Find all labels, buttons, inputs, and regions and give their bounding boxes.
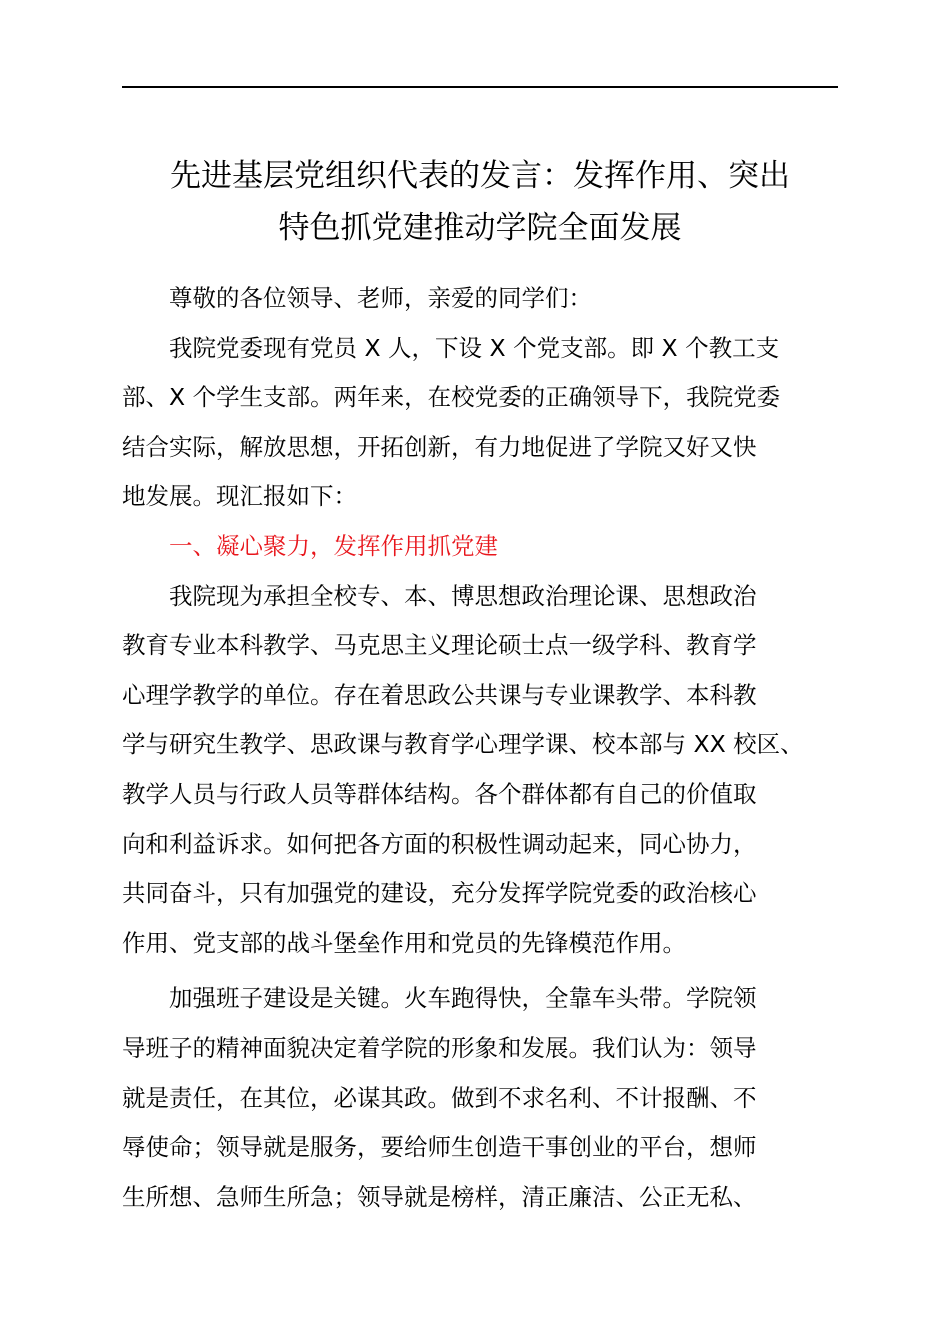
greeting-line: 尊敬的各位领导、老师，亲爱的同学们：: [169, 284, 592, 312]
greeting: [122, 274, 838, 324]
intro-line: 地发展。现汇报如下：: [122, 482, 357, 511]
paragraph-line: 我院现为承担全校专、本、博思想政治理论课、思想政治: [169, 581, 757, 610]
paragraph-line: 学与研究生教学、思政课与教育学心理学课、校本部与 XX 校区、: [122, 730, 804, 759]
paragraph-2-continuation: [122, 1024, 838, 1222]
document-body: [122, 274, 838, 1222]
intro-paragraph: [122, 324, 838, 374]
paragraph-line: 生所想、急师生所急；领导就是榜样，清正廉洁、公正无私、: [122, 1182, 757, 1211]
document-title: [122, 150, 838, 254]
intro-line: 部、X 个学生支部。两年来，在校党委的正确领导下，我院党委: [122, 383, 781, 412]
paragraph-line: 就是责任，在其位，必谋其政。做到不求名利、不计报酬、不: [122, 1083, 757, 1112]
paragraph-line: 教育专业本科教学、马克思主义理论硕士点一级学科、教育学: [122, 631, 757, 660]
intro-line: 结合实际，解放思想，开拓创新，有力地促进了学院又好又快: [122, 432, 757, 461]
paragraph-1-continuation: [122, 621, 838, 968]
intro-continuation: [122, 373, 838, 522]
paragraph-line: 心理学教学的单位。存在着思政公共课与专业课教学、本科教: [122, 680, 757, 709]
title-line-2: 特色抓党建推动学院全面发展: [278, 210, 682, 246]
paragraph-line: 教学人员与行政人员等群体结构。各个群体都有自己的价值取: [122, 779, 757, 808]
section-heading-text: 一、凝心聚力，发挥作用抓党建: [169, 531, 498, 560]
paragraph-1: [122, 572, 838, 622]
paragraph-2: [122, 974, 838, 1024]
paragraph-line: 向和利益诉求。如何把各方面的积极性调动起来，同心协力，: [122, 829, 757, 858]
paragraph-line: 辱使命；领导就是服务，要给师生创造干事创业的平台，想师: [122, 1133, 757, 1162]
title-line-1: 先进基层党组织代表的发言：发挥作用、突出: [170, 158, 790, 194]
paragraph-line: 导班子的精神面貌决定着学院的形象和发展。我们认为：领导: [122, 1033, 757, 1062]
header-rule: [122, 86, 838, 88]
paragraph-line: 共同奋斗，只有加强党的建设，充分发挥学院党委的政治核心: [122, 879, 757, 908]
paragraph-line: 加强班子建设是关键。火车跑得快，全靠车头带。学院领: [169, 984, 757, 1013]
section-heading: [122, 522, 838, 572]
paragraph-line: 作用、党支部的战斗堡垒作用和党员的先锋模范作用。: [122, 928, 686, 957]
intro-line: 我院党委现有党员 X 人，下设 X 个党支部。即 X 个教工支: [169, 333, 780, 362]
